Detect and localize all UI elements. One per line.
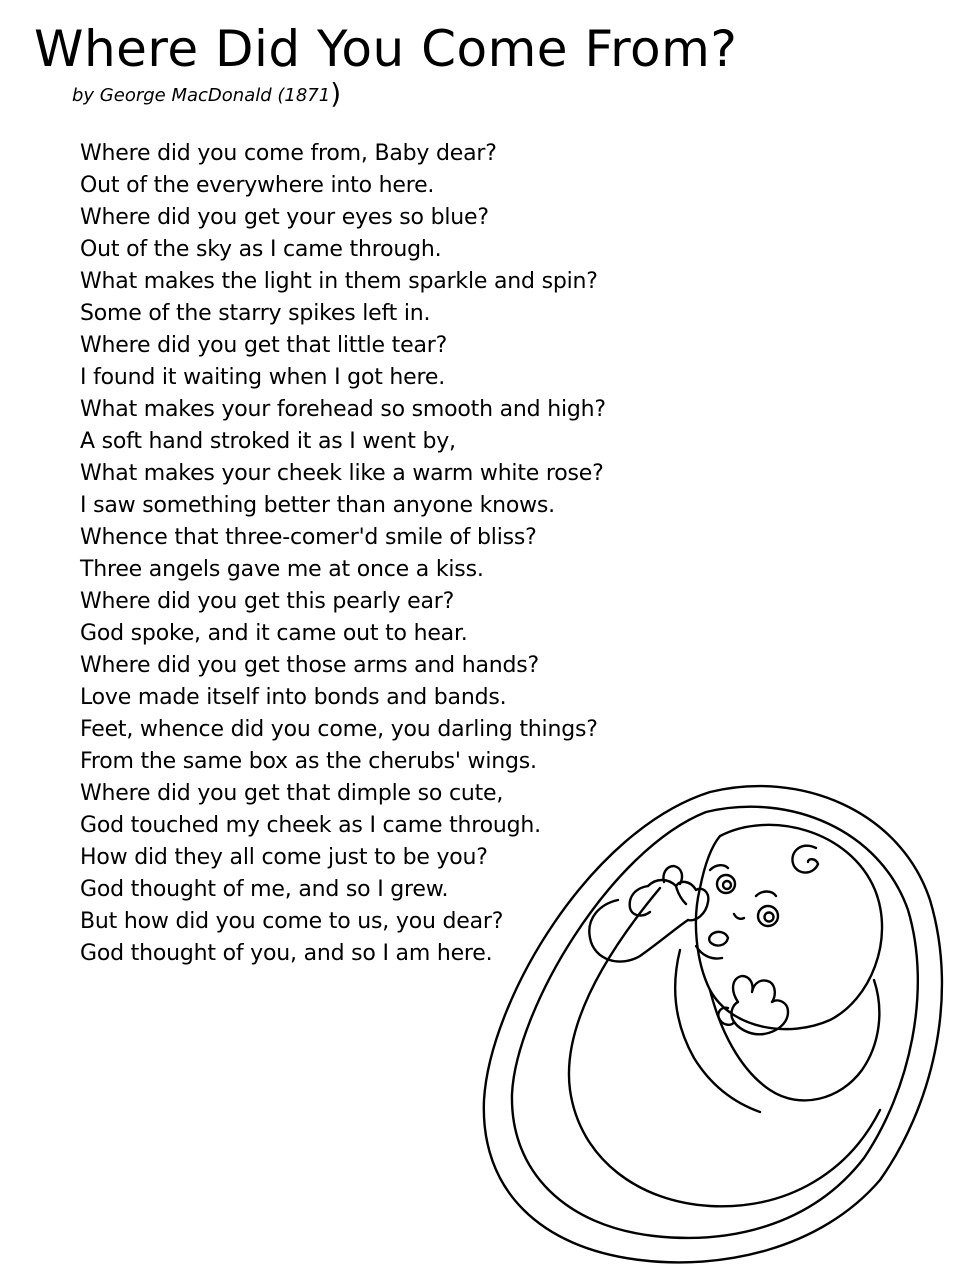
byline-close-paren: ) <box>330 77 342 110</box>
hair-curl <box>792 846 818 873</box>
poem-line: Where did you get this pearly ear? <box>80 589 455 614</box>
poem-line: God thought of you, and so I am here. <box>80 941 493 966</box>
left-pupil <box>723 881 731 889</box>
right-pupil <box>765 913 774 922</box>
right-eyebrow <box>756 892 776 897</box>
poem-title: Where Did You Come From? <box>34 20 738 78</box>
author-byline <box>72 77 342 110</box>
baby-thumb <box>630 886 650 915</box>
poem-line: Feet, whence did you come, you darling things? <box>80 717 598 742</box>
baby-illustration <box>470 770 950 1270</box>
left-eyebrow <box>710 865 728 870</box>
poem-line: Whence that three-comer'd smile of bliss? <box>80 525 537 550</box>
poem-line: From the same box as the cherubs' wings. <box>80 749 537 774</box>
poem-line: Where did you get those arms and hands? <box>80 653 539 678</box>
poem-line: How did they all come just to be you? <box>80 845 488 870</box>
bassinet-lining <box>569 888 880 1206</box>
poem-line: Where did you get that little tear? <box>80 333 448 358</box>
poem-line: A soft hand stroked it as I went by, <box>80 429 456 454</box>
bassinet-inner-rim <box>512 807 918 1238</box>
poem-line: Where did you get that dimple so cute, <box>80 781 504 806</box>
poem-line: Out of the everywhere into here. <box>80 173 435 198</box>
poem-line: God touched my cheek as I came through. <box>80 813 541 838</box>
author-byline-text: by George MacDonald (1871 <box>72 85 331 106</box>
baby-nose <box>734 914 744 919</box>
poem-line: I saw something better than anyone knows. <box>80 493 555 518</box>
poem-line: I found it waiting when I got here. <box>80 365 445 390</box>
poem-line: Some of the starry spikes left in. <box>80 301 431 326</box>
poem-line: What makes your cheek like a warm white rose? <box>80 461 604 486</box>
poem-line: Out of the sky as I came through. <box>80 237 442 262</box>
baby-bassinet-drawing <box>470 770 950 1270</box>
right-eye <box>758 906 778 926</box>
poem-line: God thought of me, and so I grew. <box>80 877 449 902</box>
poem-line: Where did you come from, Baby dear? <box>80 141 497 166</box>
poem-line: God spoke, and it came out to hear. <box>80 621 468 646</box>
left-eye <box>717 875 735 893</box>
baby-head <box>696 825 882 1029</box>
poem-line: But how did you come to us, you dear? <box>80 909 504 934</box>
bassinet-outer-shell <box>484 786 942 1262</box>
poem-line: What makes your forehead so smooth and high? <box>80 397 606 422</box>
baby-mouth <box>709 932 728 946</box>
poem-line: Three angels gave me at once a kiss. <box>80 557 484 582</box>
poem-line: What makes the light in them sparkle and spin? <box>80 269 598 294</box>
poem-line: Love made itself into bonds and bands. <box>80 685 507 710</box>
poem-line: Where did you get your eyes so blue? <box>80 205 489 230</box>
baby-arm-upper <box>589 900 688 962</box>
